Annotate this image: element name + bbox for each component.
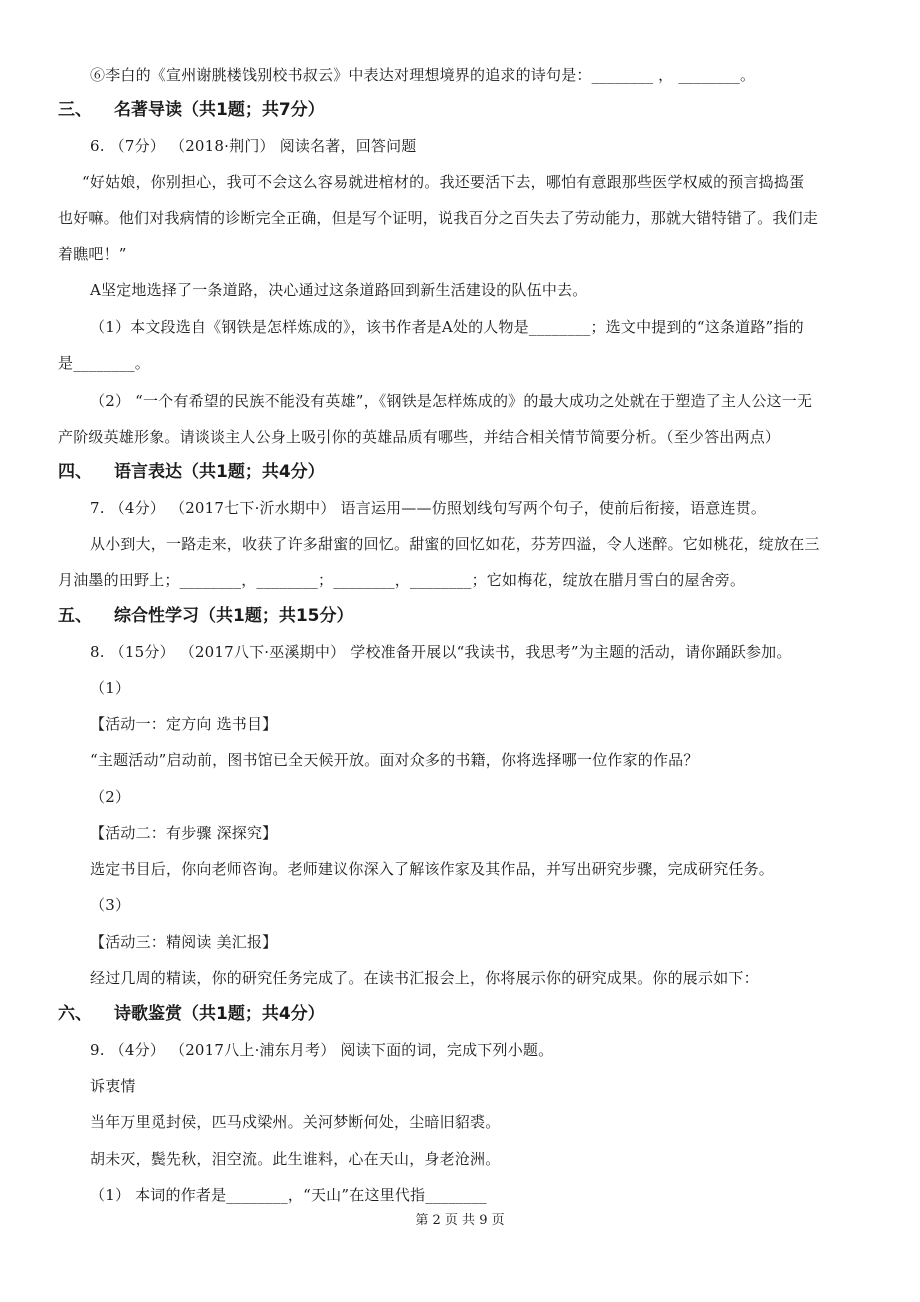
section-title: 诗歌鉴赏（共1题；共4分） — [114, 1004, 325, 1024]
question-7-stem: 7. （4分） （2017七下·沂水期中） 语言运用——仿照划线句写两个句子，使前后衔接，语意连贯。 — [90, 499, 767, 517]
activity-prompt: 选定书目后，你向老师咨询。老师建议你深入了解该作家及其作品，并写出研究步骤，完成研究任务。 — [90, 860, 775, 878]
passage-line: 着瞧吧！” — [58, 245, 127, 263]
section-title: 语言表达（共1题；共4分） — [114, 462, 325, 482]
activity-title: 【活动一：定方向 选书目】 — [90, 715, 278, 733]
question-6-stem: 6. （7分） （2018·荆门） 阅读名著，回答问题 — [90, 137, 417, 155]
question-5-item-6: ⑥李白的《宣州谢朓楼饯别校书叔云》中表达对理想境界的追求的诗句是：________ ， ________。 — [90, 66, 756, 84]
sub-question-1-cont: 是________。 — [58, 354, 151, 372]
sub-question-2-cont: 产阶级英雄形象。请谈谈主人公身上吸引你的英雄品质有哪些，并结合相关情节简要分析。（至少答出两点） — [58, 428, 781, 446]
section-heading-4 — [58, 460, 325, 484]
section-heading-5 — [58, 604, 354, 628]
passage-line: 从小到大，一路走来，收获了许多甜蜜的回忆。甜蜜的回忆如花，芬芳四溢，令人迷醉。它如桃花，绽放在三 — [90, 535, 820, 553]
section-heading-6 — [58, 1002, 325, 1026]
question-8-stem: 8. （15分） （2017八下·巫溪期中） 学校准备开展以“我读书，我思考”为主题的活动，请你踊跃参加。 — [90, 643, 792, 661]
activity-prompt: “主题活动”启动前，图书馆已全天候开放。面对众多的书籍，你将选择哪一位作家的作品？ — [90, 751, 699, 769]
section-heading-3 — [58, 98, 325, 122]
sub-question-label: （1） — [90, 679, 131, 697]
page-footer: 第 2 页 共 9 页 — [415, 1213, 505, 1228]
question-9-stem: 9. （4分） （2017八上·浦东月考） 阅读下面的词，完成下列小题。 — [90, 1041, 554, 1059]
passage-line: A坚定地选择了一条道路，决心通过这条道路回到新生活建设的队伍中去。 — [90, 281, 588, 299]
section-number: 四、 — [58, 462, 92, 482]
sub-question-1: （1） 本词的作者是________，“天山”在这里代指________ — [90, 1186, 487, 1204]
activity-title: 【活动二：有步骤 深探究】 — [90, 824, 278, 842]
poem-title: 诉衷情 — [90, 1077, 136, 1095]
section-number: 五、 — [58, 606, 92, 626]
activity-title: 【活动三：精阅读 美汇报】 — [90, 933, 278, 951]
sub-question-2: （2） “一个有希望的民族不能没有英雄”，《钢铁是怎样炼成的》的最大成功之处就在于塑造了主人公这一无 — [90, 392, 813, 410]
poem-line: 胡未灭，鬓先秋，泪空流。此生谁料，心在天山，身老沧洲。 — [90, 1150, 501, 1168]
section-number: 六、 — [58, 1004, 92, 1024]
sub-question-label: （3） — [90, 896, 131, 914]
sub-question-1: （1）本文段选自《钢铁是怎样炼成的》，该书作者是A处的人物是________；选文中提到的“这条道路”指的 — [90, 318, 804, 336]
activity-prompt: 经过几周的精读，你的研究任务完成了。在读书汇报会上，你将展示你的研究成果。你的展示如下： — [90, 969, 759, 987]
section-title: 综合性学习（共1题；共15分） — [114, 606, 354, 626]
section-number: 三、 — [58, 100, 92, 120]
passage-line: 也好嘛。他们对我病情的诊断完全正确，但是写个证明，说我百分之百失去了劳动能力，那就大错特错了。我们走 — [58, 209, 819, 227]
poem-line: 当年万里觅封侯，匹马戍梁州。关河梦断何处，尘暗旧貂裘。 — [90, 1113, 501, 1131]
passage-line: 月油墨的田野上；________，________；________，________；它如梅花，绽放在腊月雪白的屋舍旁。 — [58, 571, 746, 589]
passage-line: “好姑娘，你别担心，我可不会这么容易就进棺材的。我还要活下去，哪怕有意跟那些医学权威的预言捣捣蛋 — [82, 173, 805, 191]
section-title: 名著导读（共1题；共7分） — [114, 100, 325, 120]
sub-question-label: （2） — [90, 788, 131, 806]
